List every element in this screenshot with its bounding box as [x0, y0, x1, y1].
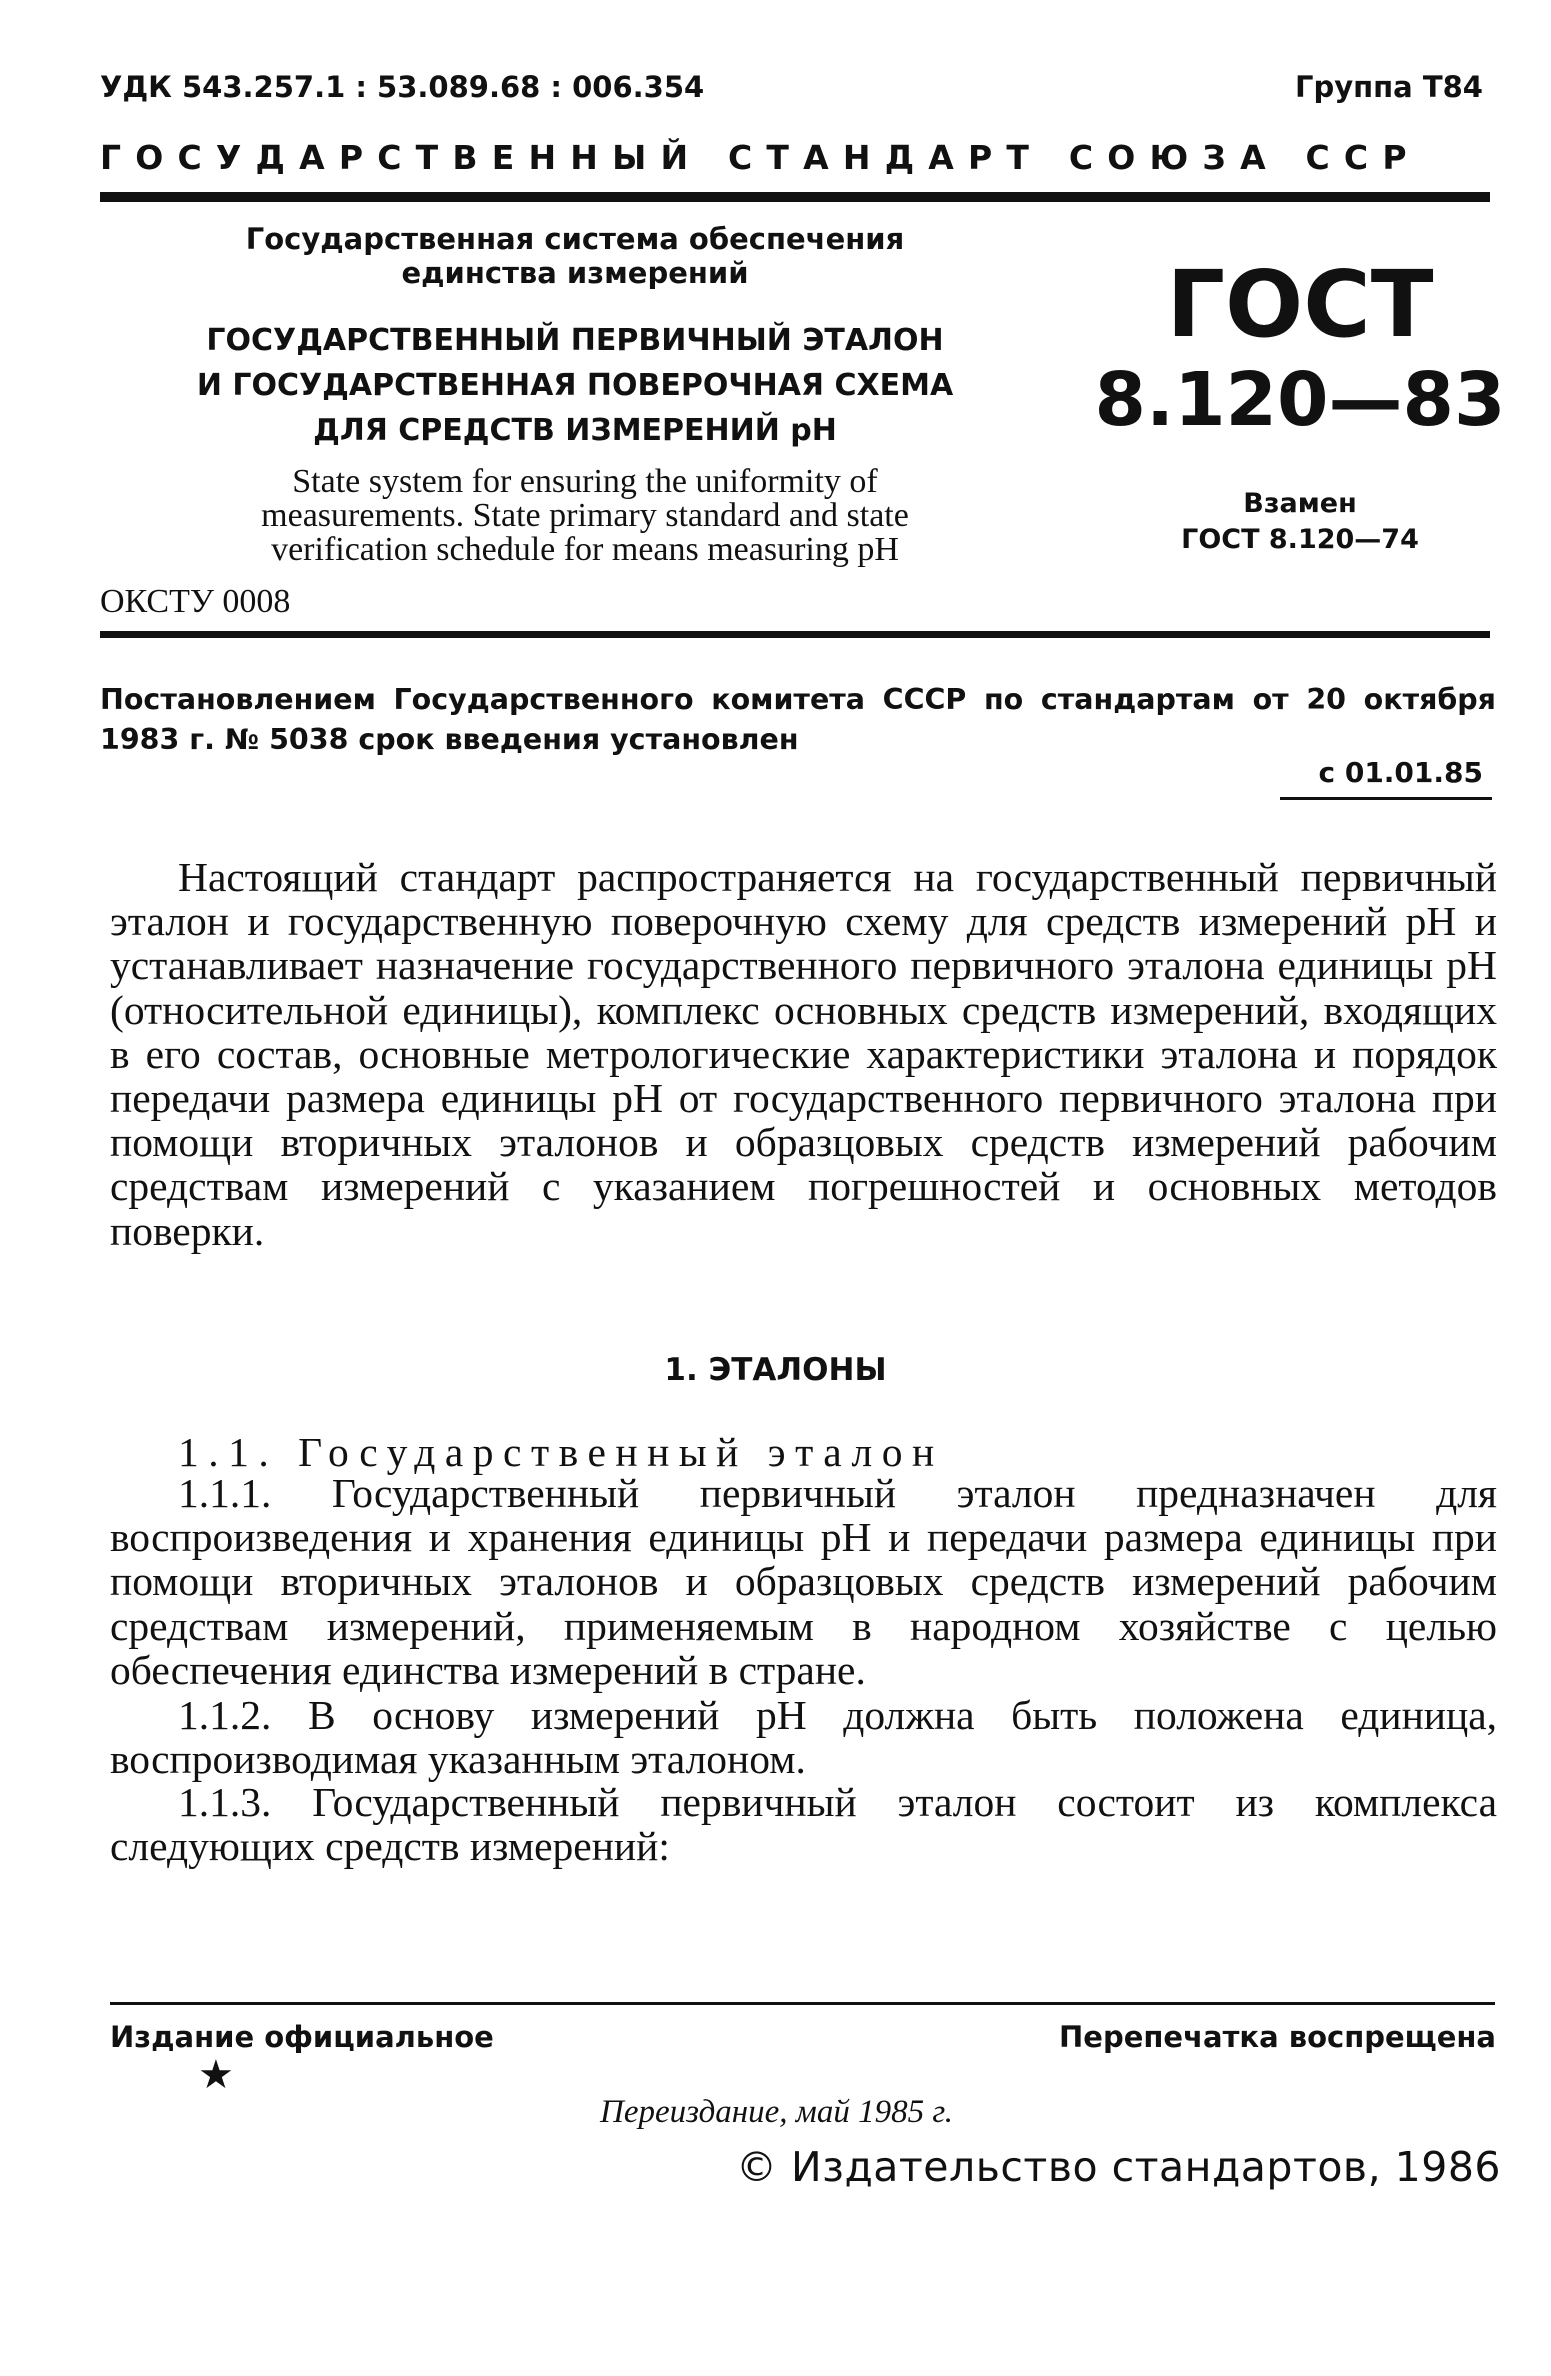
effective-date: с 01.01.85	[1318, 756, 1483, 789]
system-title-line: единства измерений	[401, 256, 749, 290]
english-title	[170, 465, 1000, 567]
standard-title	[150, 318, 1000, 453]
intro-paragraph: Настоящий стандарт распространяется на государственный первичный эталон и государственную поверочную схему для средств измерений pH и устанавливает назначение государственного первичного эталона единицы pH (относительной единицы), комплекс основных средств измерений, входящих в его состав, основные метрологические характеристики эталона и порядок передачи размера единицы pH от государственного первичного эталона при помощи вторичных эталонов и образцовых средств измерений рабочим средствам измерений с указанием погрешностей и основных методов поверки.	[110, 854, 1497, 1254]
okstu-code: ОКСТУ 0008	[100, 583, 291, 620]
header-rule	[100, 192, 1490, 202]
paragraph-1-1-3: 1.1.3. Государственный первичный эталон состоит из комплекса следующих средств измерений:	[110, 1779, 1497, 1870]
subsection-heading: 1.1. Государственный эталон	[178, 1429, 944, 1475]
replaces-block	[1090, 486, 1510, 558]
gost-number: 8.120—83	[1094, 357, 1506, 443]
udc-code: УДК 543.257.1 : 53.089.68 : 006.354	[100, 70, 705, 104]
english-title-line: verification schedule for means measuring pH	[271, 531, 899, 568]
copyright-notice: © Издательство стандартов, 1986	[735, 2143, 1501, 2191]
english-title-line: measurements. State primary standard and state	[261, 497, 909, 534]
paragraph-1-1-2: 1.1.2. В основу измерений pH должна быть положена единица, воспроизводимая указанным эталоном.	[110, 1692, 1497, 1783]
english-title-line: State system for ensuring the uniformity of	[292, 463, 878, 500]
title-rule	[100, 631, 1490, 638]
group-code: Группа Т84	[1294, 70, 1483, 104]
replaces-label: Взамен	[1243, 488, 1357, 519]
gost-label: ГОСТ	[1166, 251, 1434, 358]
star-icon: ★	[198, 2052, 234, 2097]
paragraph-1-1-1: 1.1.1. Государственный первичный эталон предназначен для воспроизведения и хранения единицы pH и передачи размера единицы при помощи вторичных эталонов и образцовых средств измерений рабочим средствам измерений, применяемым в народном хозяйстве с целью обеспечения единства измерений в стране.	[110, 1470, 1497, 1693]
standard-banner: ГОСУДАРСТВЕННЫЙ СТАНДАРТ СОЮЗА ССР	[100, 138, 1421, 177]
system-title-line: Государственная система обеспечения	[245, 222, 905, 256]
system-title	[150, 222, 1000, 290]
decree-line: 1983 г. № 5038 срок введения установлен	[100, 723, 799, 756]
reissue-note: Переиздание, май 1985 г.	[600, 2094, 954, 2130]
replaces-number: ГОСТ 8.120—74	[1181, 524, 1419, 555]
official-edition: Издание официальное	[110, 2020, 494, 2054]
standard-title-line: И ГОСУДАРСТВЕННАЯ ПОВЕРОЧНАЯ СХЕМА	[196, 368, 954, 403]
standard-title-line: ГОСУДАРСТВЕННЫЙ ПЕРВИЧНЫЙ ЭТАЛОН	[206, 323, 944, 358]
footer-rule	[110, 2002, 1495, 2005]
decree-line: Постановлением Государственного комитета СССР по стандартам от 20 октября	[100, 683, 1496, 716]
standard-title-line: ДЛЯ СРЕДСТВ ИЗМЕРЕНИЙ pH	[313, 413, 837, 448]
section-heading: 1. ЭТАЛОНЫ	[664, 1352, 887, 1388]
reprint-prohibited: Перепечатка воспрещена	[1059, 2020, 1496, 2054]
effective-date-underline	[1280, 797, 1492, 800]
